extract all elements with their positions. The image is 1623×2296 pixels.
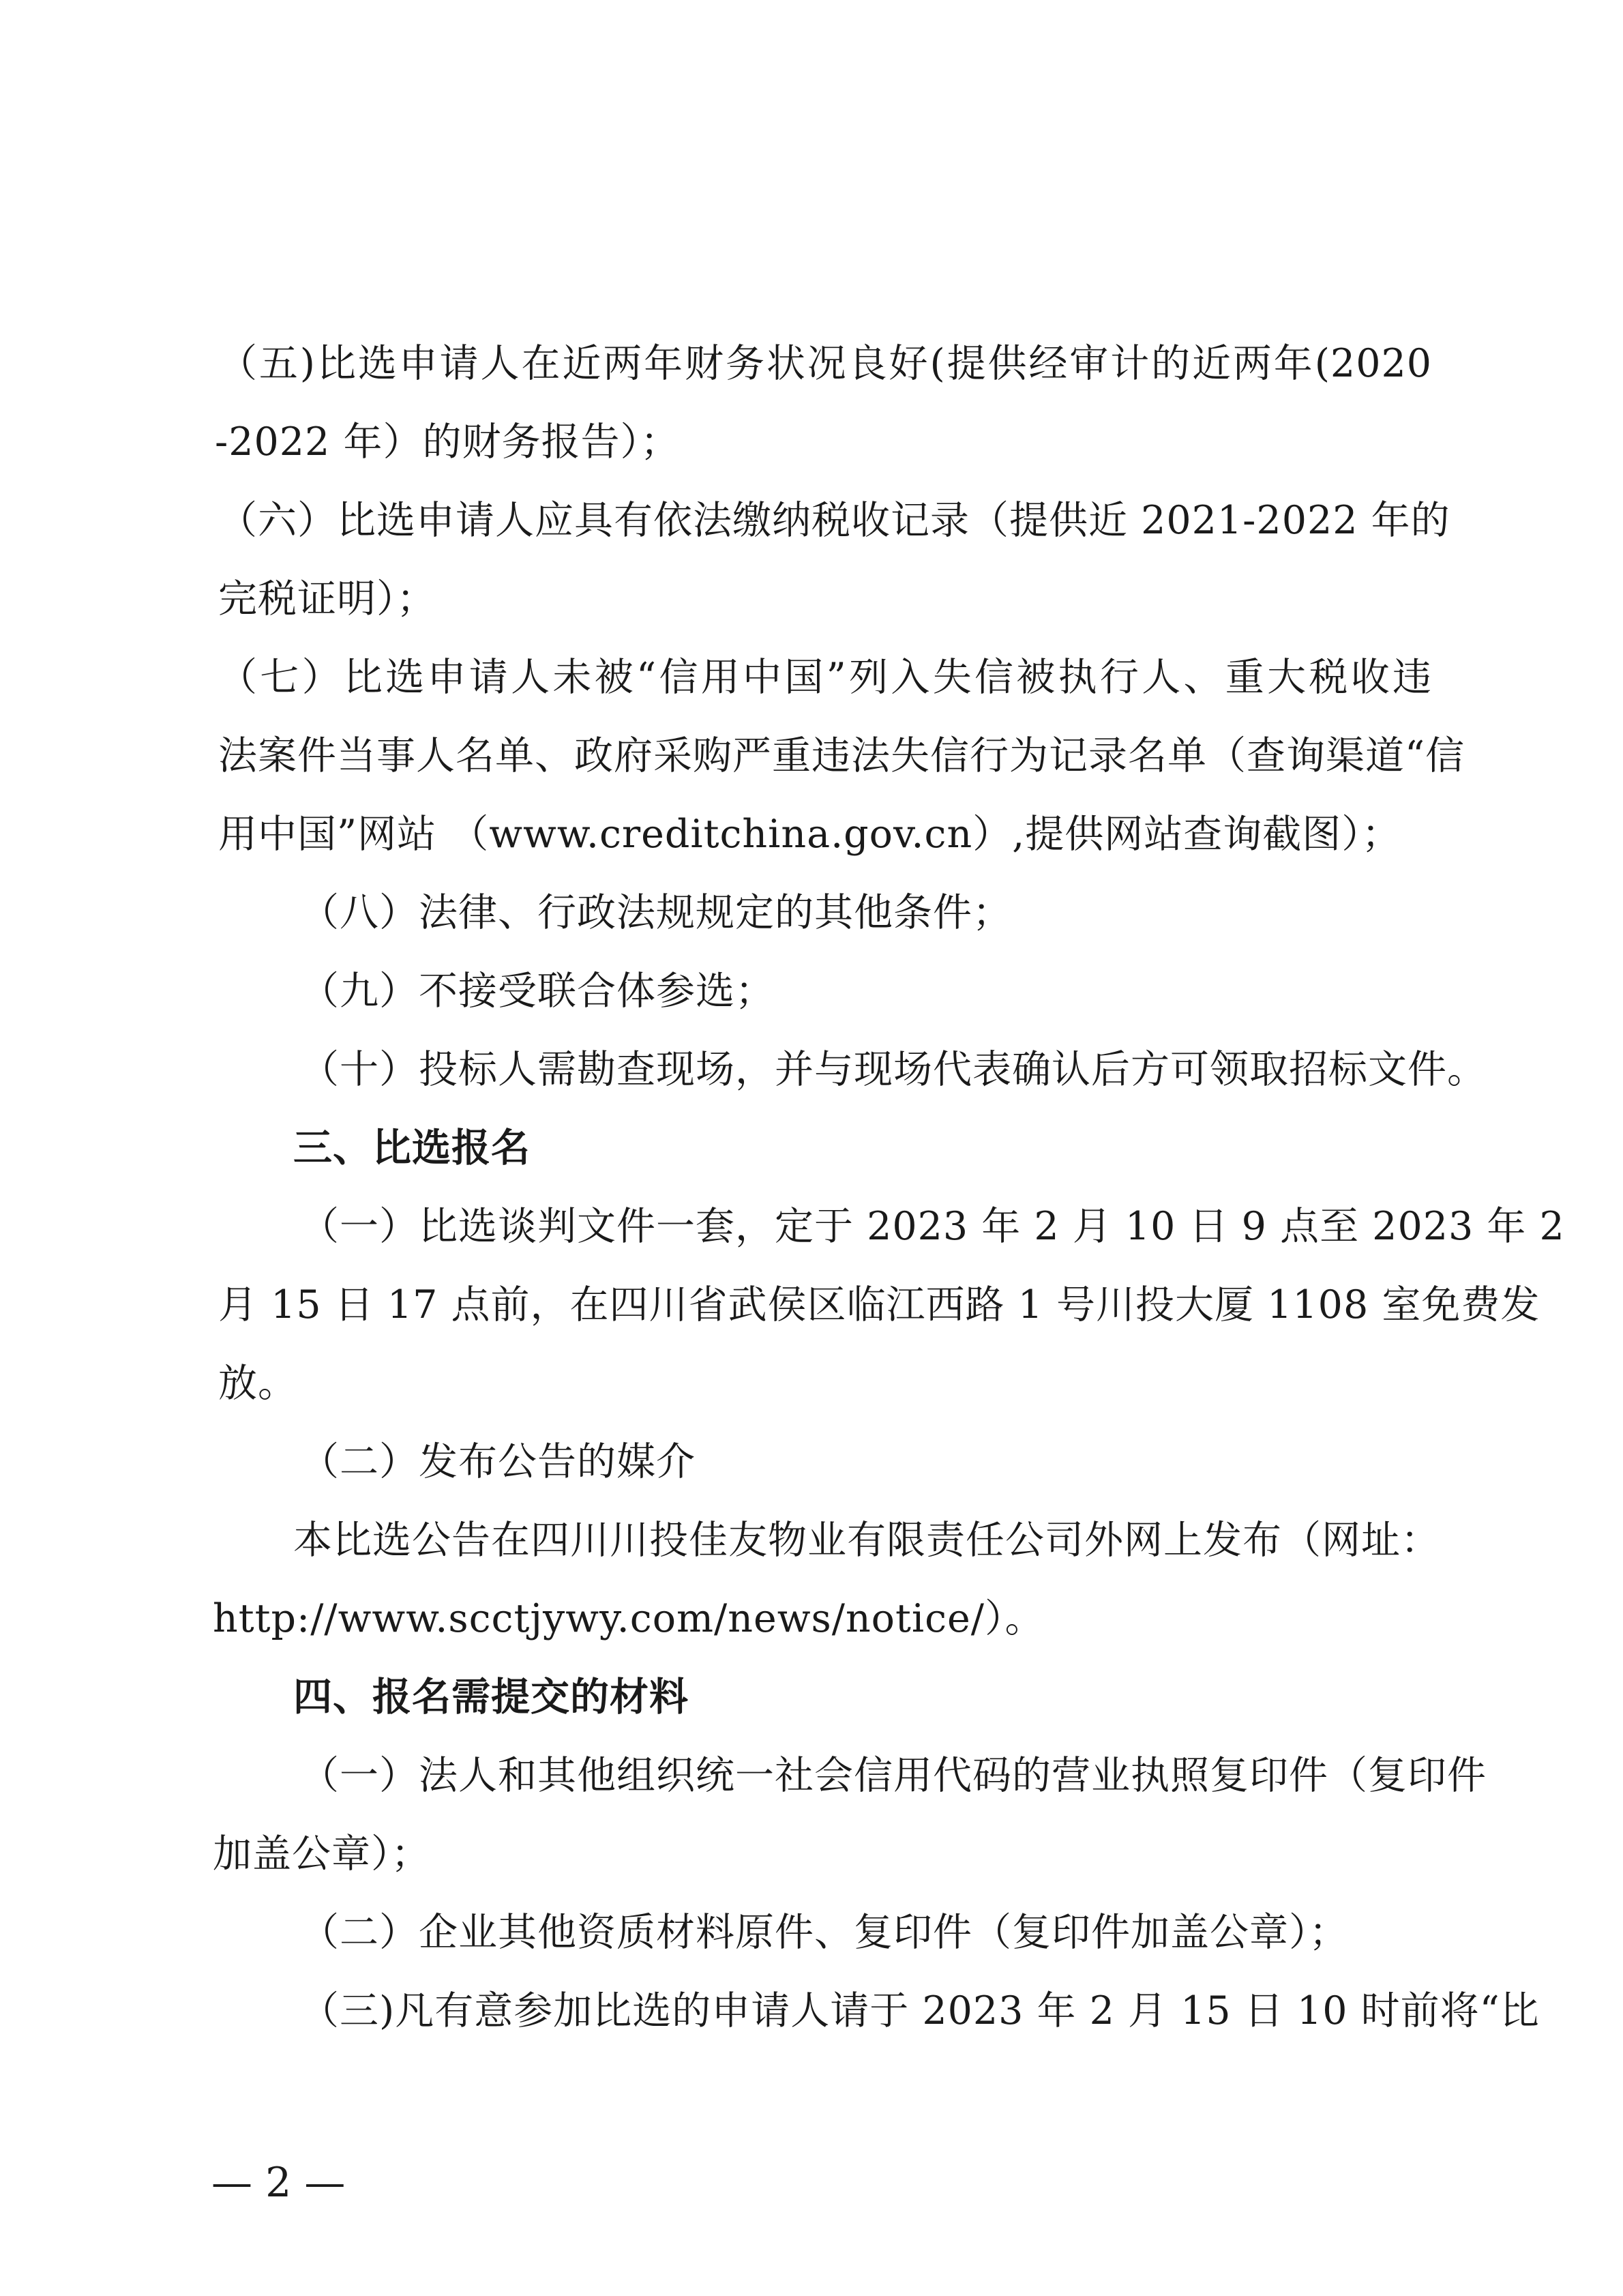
- text-line-15: （二）发布公告的媒介: [300, 1439, 696, 1484]
- text-line-20: 加盖公章）；: [213, 1831, 431, 1876]
- text-line-12: （一）比选谈判文件一套，定于 2023 年 2 月 10 日 9 点至 2023 年 2: [300, 1204, 1565, 1249]
- text-line-16: 本比选公告在四川川投佳友物业有限责任公司外网上发布（网址：: [293, 1518, 1440, 1563]
- text-line-9: （九）不接受联合体参选；: [300, 969, 775, 1014]
- text-line-3: （六）比选申请人应具有依法缴纳税收记录（提供近 2021-2022 年的: [218, 498, 1450, 543]
- text-line-19: （一）法人和其他组织统一社会信用代码的营业执照复印件（复印件: [300, 1753, 1487, 1798]
- text-line-8: （八）法律、行政法规规定的其他条件；: [300, 890, 1012, 935]
- text-line-13: 月 15 日 17 点前，在四川省武侯区临江西路 1 号川投大厦 1108 室免费发: [218, 1282, 1540, 1327]
- section-heading-3: 三、比选报名: [293, 1125, 531, 1171]
- text-line-5: （七）比选申请人未被“信用中国”列入失信被执行人、重大税收违: [218, 655, 1432, 700]
- text-line-14: 放。: [218, 1361, 297, 1406]
- text-line-4: 完税证明）；: [218, 576, 436, 621]
- text-line-7: 用中国”网站 （www.creditchina.gov.cn）,提供网站查询截图）；: [218, 812, 1401, 857]
- text-line-2: -2022 年）的财务报告）；: [215, 420, 680, 465]
- text-line-17: http://www.scctjywy.com/news/notice/）。: [213, 1596, 1045, 1641]
- section-heading-4: 四、报名需提交的材料: [293, 1675, 689, 1720]
- page-number: — 2 —: [211, 2159, 346, 2207]
- text-line-10: （十）投标人需勘查现场，并与现场代表确认后方可领取招标文件。: [300, 1047, 1487, 1092]
- text-line-6: 法案件当事人名单、政府采购严重违法失信行为记录名单（查询渠道“信: [218, 733, 1465, 778]
- text-line-1: （五)比选申请人在近两年财务状况良好(提供经审计的近两年(2020: [218, 341, 1432, 386]
- text-line-21: （二）企业其他资质材料原件、复印件（复印件加盖公章）；: [300, 1910, 1349, 1955]
- text-line-22: （三)凡有意参加比选的申请人请于 2023 年 2 月 15 日 10 时前将“比: [300, 1988, 1540, 2033]
